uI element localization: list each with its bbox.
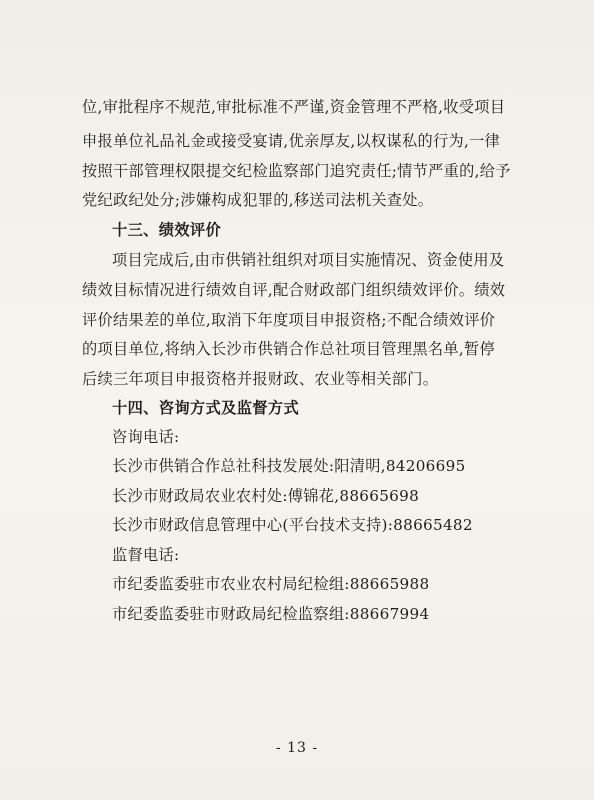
paragraph-line: 后续三年项目申报资格并报财政、农业等相关部门。: [82, 370, 439, 388]
paragraph-line: 按照干部管理权限提交纪检监察部门追究责任;情节严重的,给予: [82, 162, 511, 180]
consult-contact-line: 长沙市财政局农业农村处:傅锦花,88665698: [112, 487, 420, 505]
paragraph-line: 绩效目标情况进行绩效自评,配合财政部门组织绩效评价。绩效: [82, 281, 506, 299]
section-heading-performance-evaluation: 十三、绩效评价: [112, 221, 222, 239]
paragraph-line: 的项目单位,将纳入长沙市供销合作总社项目管理黑名单,暂停: [82, 340, 495, 358]
paragraph-line: 申报单位礼品礼金或接受宴请,优亲厚友,以权谋私的行为,一律: [82, 132, 501, 150]
paragraph-line: 位,审批程序不规范,审批标准不严谨,资金管理不严格,收受项目: [82, 98, 506, 116]
paragraph-line: 党纪政纪处分;涉嫌构成犯罪的,移送司法机关查处。: [82, 191, 434, 209]
supervise-contact-line: 市纪委监委驻市财政局纪检监察组:88667994: [112, 605, 430, 623]
paragraph-line: 评价结果差的单位,取消下年度项目申报资格;不配合绩效评价: [82, 311, 496, 329]
consult-contact-line: 长沙市财政信息管理中心(平台技术支持):88665482: [112, 516, 473, 534]
page-number: - 13 -: [275, 740, 319, 756]
section-heading-consultation-supervision: 十四、咨询方式及监督方式: [112, 399, 300, 417]
supervise-contact-line: 市纪委监委驻市农业农村局纪检组:88665988: [112, 575, 430, 593]
consult-contact-line: 长沙市供销合作总社科技发展处:阳清明,84206695: [112, 457, 466, 475]
consult-phone-label: 咨询电话:: [112, 428, 180, 446]
paragraph-line: 项目完成后,由市供销社组织对项目实施情况、资金使用及: [112, 251, 505, 269]
supervise-phone-label: 监督电话:: [112, 546, 180, 564]
